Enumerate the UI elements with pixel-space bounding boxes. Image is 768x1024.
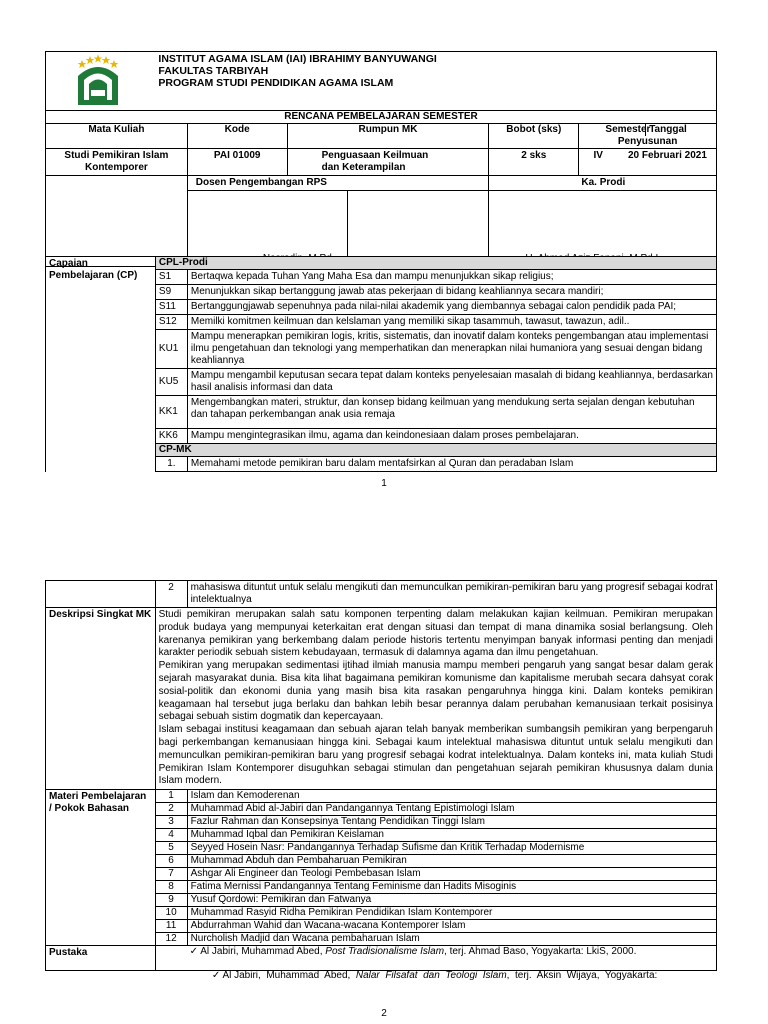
materi-label: Materi Pembelajaran / Pokok Bahasan <box>46 790 156 946</box>
cpmk-no: 2 <box>155 581 187 608</box>
cpl-label: CPL-Prodi <box>155 257 716 270</box>
col-semester-tanggal <box>579 124 717 149</box>
cp-code: S11 <box>155 300 187 315</box>
logo-cell <box>46 52 156 111</box>
page1-table <box>45 51 717 267</box>
materi-no: 3 <box>155 816 187 829</box>
materi-text: Seyyed Hosein Nasr: Pandangannya Terhadap Sufisme dan Kritik Terhadap Modernisme <box>187 842 716 855</box>
pustaka-publisher: , terj. Ahmad Baso, Yogyakarta: LkiS, 2000. <box>444 946 637 958</box>
cp-code: S1 <box>155 270 187 285</box>
cpmk-label: CP-MK <box>155 444 716 457</box>
pustaka-publisher: , terj. Aksin Wijaya, Yogyakarta: <box>506 970 658 982</box>
cp-text: Mampu menerapkan pemikiran logis, kritis, sistematis, dan inovatif dalam konteks pengembangan atau implementasi ilmu pengetahuan dan teknologi yang memperhatikan dan menerapkan nilai humaniora yang sesuai dengan bidang keahliannya <box>187 330 716 369</box>
cp-text: Memilki komitmen keilmuan dan kelslaman yang memiliki sikap tasammuh, tawasut, tawazun, adil.. <box>187 315 716 330</box>
col-tanggal: Tanggal Penyusunan <box>617 124 687 147</box>
pustaka-label: Pustaka <box>46 946 156 971</box>
page-number: 1 <box>381 478 387 489</box>
col-rumpun: Rumpun MK <box>287 124 489 149</box>
cp-code: S12 <box>155 315 187 330</box>
materi-no: 12 <box>155 933 187 946</box>
cp-text: Menunjukkan sikap bertanggung jawab atas pekerjaan di bidang keahliannya secara mandiri; <box>187 285 716 300</box>
cp-code: KU5 <box>155 369 187 396</box>
materi-no: 7 <box>155 868 187 881</box>
cp-code: KK6 <box>155 429 187 444</box>
materi-no: 8 <box>155 881 187 894</box>
program-name: PROGRAM STUDI PENDIDIKAN AGAMA ISLAM <box>158 77 394 89</box>
course-bobot: 2 sks <box>489 149 579 176</box>
check-icon: ✓ <box>211 970 221 982</box>
materi-no: 5 <box>155 842 187 855</box>
pustaka-title: Nalar Filsafat dan Teologi Islam <box>355 970 507 982</box>
cpmk-no: 1. <box>155 457 187 472</box>
deskripsi-paragraph: Islam sebagai institusi keagamaan dan sebuah ajaran telah banyak memberikan sumbangsih pemikiran yang berpengaruh bagi perkembangan kemanusiaan hingga kini. Sebagai kaum intelektual mahasiswa dituntut untuk selalu mengikuti dan memunculkan pemikiran-pemikiran baru yang progresif sebagai kodrat intelektualnya. Dalam konteks ini, mata kuliah Studi Pemikiran Islam Kontemporer disuguhkan sebagai stimulan dan pengetahuan sejarah pemikiran khususnya dalam dunia Islam modern. <box>158 724 713 787</box>
materi-text: Muhammad Abid al-Jabiri dan Pandangannya Tentang Epistimologi Islam <box>187 803 716 816</box>
course-rumpun: Penguasaan Keilmuan dan Keterampilan <box>287 149 489 176</box>
materi-no: 9 <box>155 894 187 907</box>
materi-no: 11 <box>155 920 187 933</box>
deskripsi-label: Deskripsi Singkat MK <box>46 608 156 790</box>
materi-no: 1 <box>155 790 187 803</box>
col-mata-kuliah: Mata Kuliah <box>46 124 188 149</box>
check-icon: ✓ <box>189 946 198 958</box>
materi-text: Islam dan Kemoderenan <box>187 790 716 803</box>
faculty-name: FAKULTAS TARBIYAH <box>158 65 269 77</box>
cpmk-text: mahasiswa dituntut untuk selalu mengikuti dan memunculkan pemikiran-pemikiran baru yang progresif sebagai kodrat intelektualnya <box>187 581 716 608</box>
col-semester: Semester <box>605 124 651 135</box>
cp-code: S9 <box>155 285 187 300</box>
cp-text: Mengembangkan materi, struktur, dan konsep bidang keilmuan yang mendukung serta sejalan dengan kebutuhan dan tahapan perkembangan anak usia remaja <box>187 396 716 429</box>
institution-name: INSTITUT AGAMA ISLAM (IAI) IBRAHIMY BANYUWANGI <box>158 53 437 65</box>
cpmk-text: Memahami metode pemikiran baru dalam mentafsirkan al Quran dan peradaban Islam <box>187 457 716 472</box>
cp-text: Mampu mengambil keputusan secara tepat dalam konteks penyelesaian masalah di bidang keahliannya, berdasarkan hasil analisis informasi dan data <box>187 369 716 396</box>
materi-text: Muhammad Iqbal dan Pemikiran Keislaman <box>187 829 716 842</box>
deskripsi-paragraph: Studi pemikiran merupakan salah satu komponen terpenting dalam melakukan kajian keilmuan. Pemikiran merupakan produk budaya yang mempunyai keterkaitan erat dengan situasi dan tempat di mana dinamika sosial berlangsung. Oleh karenanya pemikiran yang berkembang dalam periode historis tertentu menyimpan banyak informasi penting dan menjadi karakter periodik sebuah sistem kebudayaan, termasuk di dalamnya agama dan ilmu pengetahuan. <box>158 609 713 659</box>
pustaka-title: Post Tradisionalisme Islam <box>325 946 445 958</box>
cp-label: Capaian Pembelajaran (CP) <box>46 257 156 472</box>
materi-text: Muhammad Abduh dan Pembaharuan Pemikiran <box>187 855 716 868</box>
cp-text: Bertanggungjawab sepenuhnya pada nilai-nilai akademik yang diembannya sebagai calon pendidik pada PAI; <box>187 300 716 315</box>
institution-header <box>155 52 716 111</box>
page-number: 2 <box>381 1008 387 1019</box>
materi-no: 2 <box>155 803 187 816</box>
cp-table <box>45 256 717 472</box>
materi-text: Muhammad Rasyid Ridha Pemikiran Pendidikan Islam Kontemporer <box>187 907 716 920</box>
cpmk-continue-label <box>46 581 156 608</box>
deskripsi-body <box>155 608 716 790</box>
materi-text: Abdurrahman Wahid dan Wacana-wacana Kontemporer Islam <box>187 920 716 933</box>
course-semester-tanggal <box>579 149 717 176</box>
prodi-label: Ka. Prodi <box>489 176 717 191</box>
materi-no: 6 <box>155 855 187 868</box>
materi-text: Fazlur Rahman dan Konsepsinya Tentang Pendidikan Tinggi Islam <box>187 816 716 829</box>
course-name: Studi Pemikiran Islam Kontemporer <box>46 149 188 176</box>
cp-code: KK1 <box>155 396 187 429</box>
cp-text: Mampu mengintegrasikan ilmu, agama dan keindonesiaan dalam proses pembelajaran. <box>187 429 716 444</box>
col-kode: Kode <box>187 124 287 149</box>
course-tanggal: 20 Februari 2021 <box>627 150 707 161</box>
cp-text: Bertaqwa kepada Tuhan Yang Maha Esa dan mampu menunjukkan sikap religius; <box>187 270 716 285</box>
page2-table <box>45 580 717 982</box>
materi-text: Fatima Mernissi Pandangannya Tentang Feminisme dan Hadits Misoginis <box>187 881 716 894</box>
cp-code: KU1 <box>155 330 187 369</box>
materi-no: 4 <box>155 829 187 842</box>
pustaka-author: Al Jabiri, Muhammad Abed, <box>200 946 326 958</box>
materi-no: 10 <box>155 907 187 920</box>
institute-logo <box>60 54 134 106</box>
signer-blank-left <box>46 176 188 267</box>
col-bobot: Bobot (sks) <box>489 124 579 149</box>
pustaka-item <box>190 946 713 958</box>
materi-text: Yusuf Qordowi: Pemikiran dan Fatwanya <box>187 894 716 907</box>
course-semester: IV <box>593 150 603 161</box>
materi-text: Nurcholish Madjid dan Wacana pembaharuan Islam <box>187 933 716 946</box>
pustaka-author: Al Jabiri, Muhammad Abed, <box>222 970 356 982</box>
dosen-label: Dosen Pengembangan RPS <box>187 176 347 191</box>
materi-text: Ashgar Ali Engineer dan Teologi Pembebasan Islam <box>187 868 716 881</box>
deskripsi-paragraph: Pemikiran yang merupakan sedimentasi ijtihad ilmiah manusia mampu memberi pengaruh yang sangat besar dalam gerak sejarah masyarakat dunia. Bisa kita lihat bagaimana pemikiran komunisme dan kapitalisme merubah secara dahsyat corak sosial-politik dan ekonomi dunia yang masih bisa kita rasakan pengaruhnya hingga kini. Dalam konteks pemikiran keagamaan hal tersebut juga berlaku dan bahkan lebih besar perannya dalam perubahan kemanusiaan terkait posisinya sebagai sebuah sistim dogmatik dan kepercayaan. <box>158 660 713 723</box>
rps-title: RENCANA PEMBELAJARAN SEMESTER <box>46 111 717 124</box>
pustaka-list <box>155 946 716 982</box>
course-code: PAI 01009 <box>187 149 287 176</box>
pustaka-item <box>190 958 713 982</box>
signer-gap <box>347 176 489 191</box>
